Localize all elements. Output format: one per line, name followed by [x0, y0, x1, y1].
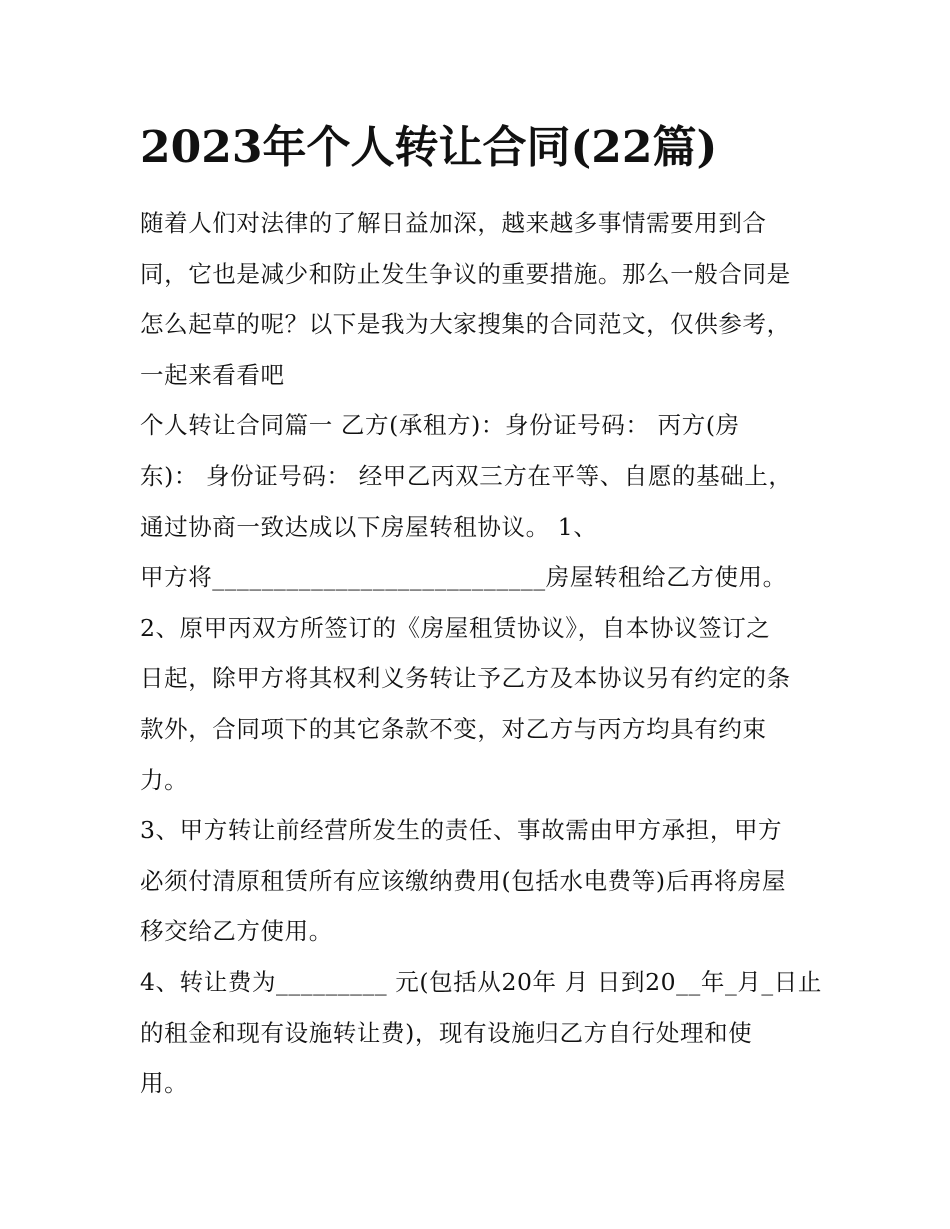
text-line: 通过协商一致达成以下房屋转租协议。 1、 — [140, 512, 598, 541]
text-line: 必须付清原租赁所有应该缴纳费用(包括水电费等)后再将房屋 — [140, 866, 787, 895]
text-line: 3、甲方转让前经营所发生的责任、事故需由甲方承担，甲方 — [140, 816, 783, 845]
text-line: 的租金和现有设施转让费)，现有设施归乙方自行处理和使 — [140, 1018, 753, 1047]
clause-4-paragraph — [140, 957, 820, 1109]
text-line: 东)： 身份证号码： 经甲乙丙双三方在平等、自愿的基础上， — [140, 461, 793, 490]
document-title: 2023年个人转让合同(22篇) — [140, 122, 718, 173]
text-line: 移交给乙方使用。 — [140, 917, 333, 946]
text-line: 一起来看看吧 — [140, 360, 285, 389]
intro-paragraph — [140, 198, 820, 400]
text-line: 款外，合同项下的其它条款不变，对乙方与丙方均具有约束 — [140, 714, 767, 743]
text-line: 怎么起草的呢？以下是我为大家搜集的合同范文，仅供参考， — [140, 310, 791, 339]
text-line: 用。 — [140, 1069, 189, 1098]
text-line: 随着人们对法律的了解日益加深，越来越多事情需要用到合 — [140, 209, 767, 237]
text-line: 2、原甲丙双方所签订的《房屋租赁协议》，自本协议签订之 — [140, 613, 771, 642]
text-line: 甲方将___________________________房屋转租给乙方使用。 — [140, 563, 787, 592]
document-body — [140, 198, 820, 1109]
clause-1-paragraph — [140, 400, 820, 602]
clause-3-paragraph — [140, 805, 820, 957]
text-line: 日起，除甲方将其权利义务转让予乙方及本协议另有约定的条 — [140, 664, 791, 693]
text-line: 力。 — [140, 765, 189, 794]
text-line: 4、转让费为_________ 元(包括从20年 月 日到20__年_月_日止 — [140, 967, 822, 996]
text-line: 个人转让合同篇一 乙方(承租方)：身份证号码： 丙方(房 — [140, 411, 740, 440]
clause-2-paragraph — [140, 603, 820, 805]
text-line: 同，它也是减少和防止发生争议的重要措施。那么一般合同是 — [140, 259, 791, 288]
